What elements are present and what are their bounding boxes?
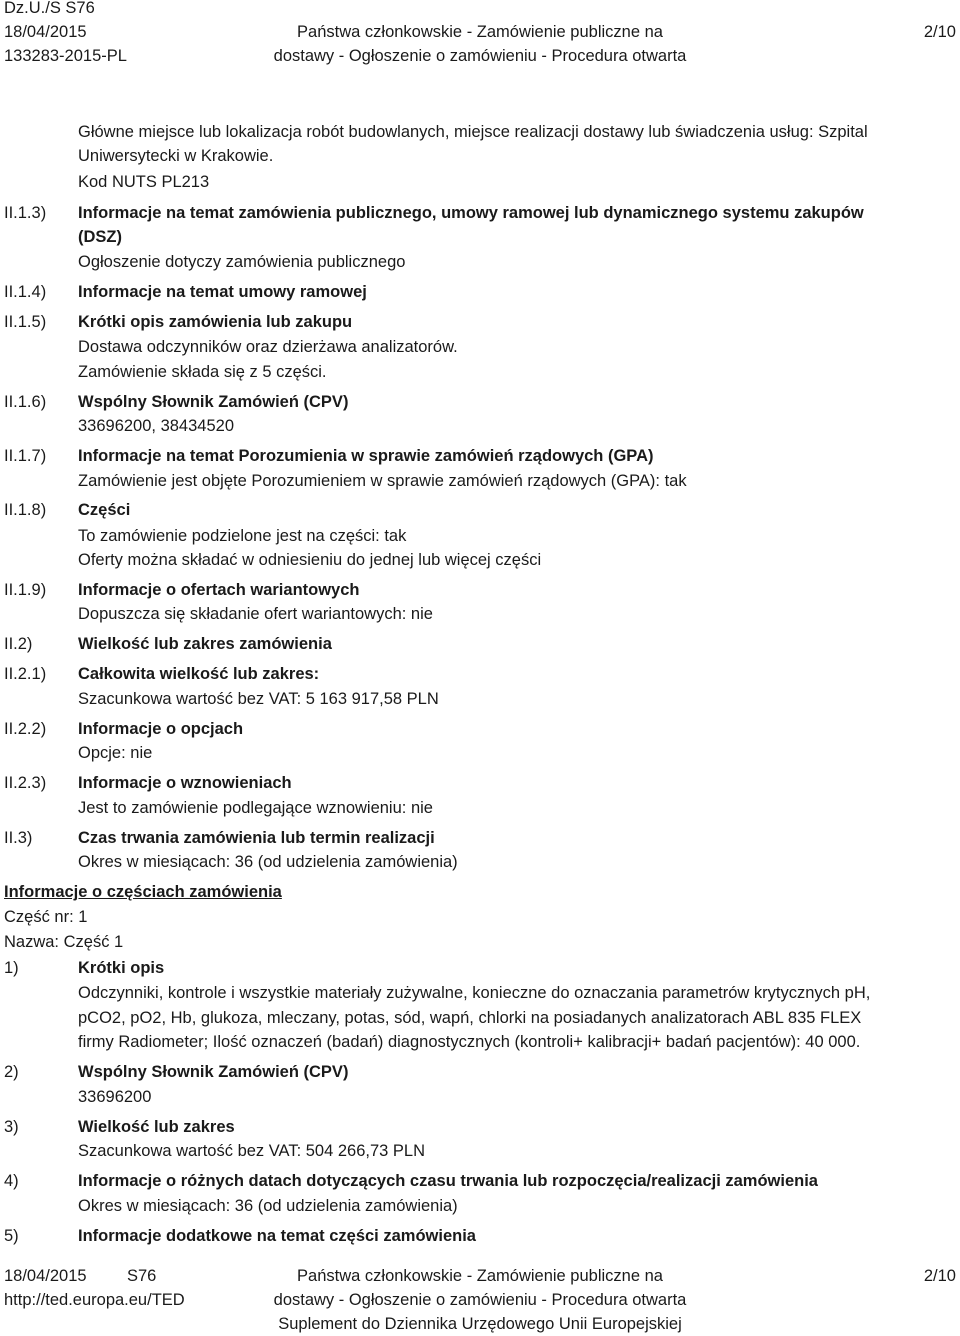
item-line: Dopuszcza się składanie ofert wariantowych: nie [78, 605, 433, 623]
header-date: 18/04/2015 [4, 23, 87, 41]
item-line: Oferty można składać w odniesieniu do jednej lub więcej części [78, 551, 542, 569]
item-number: II.1.3) [4, 204, 47, 222]
item-title: Wspólny Słownik Zamówień (CPV) [78, 393, 349, 411]
item-line: Zamówienie jest objęte Porozumieniem w sprawie zamówień rządowych (GPA): tak [78, 472, 687, 490]
nuts-code: Kod NUTS PL213 [78, 173, 210, 191]
notice-id: 133283-2015-PL [4, 47, 127, 65]
part-name: Nazwa: Część 1 [4, 933, 124, 951]
part-item-line: Odczynniki, kontrole i wszystkie materiały zużywalne, konieczne do oznaczania parametrów krytycznych pH, [78, 984, 871, 1002]
item-title: Informacje o wznowieniach [78, 774, 292, 792]
place-text: Główne miejsce lub lokalizacja robót budowlanych, miejsce realizacji dostawy lub świadczenia usług: Szpital [78, 123, 868, 141]
item-number: II.2) [4, 635, 33, 653]
item-number: II.2.1) [4, 665, 47, 683]
item-title: Krótki opis zamówienia lub zakupu [78, 313, 353, 331]
part-item-number: 5) [4, 1227, 19, 1245]
footer-title-line2: dostawy - Ogłoszenie o zamówieniu - Procedura otwarta [273, 1291, 687, 1309]
part-item-title: Krótki opis [78, 959, 165, 977]
header-title-line2: dostawy - Ogłoszenie o zamówieniu - Procedura otwarta [273, 47, 687, 65]
part-item-number: 2) [4, 1063, 19, 1081]
header-title-line1: Państwa członkowskie - Zamówienie publiczne na [297, 23, 663, 41]
part-item-title: Wspólny Słownik Zamówień (CPV) [78, 1063, 349, 1081]
part-item-line: 33696200 [78, 1088, 152, 1106]
item-number: II.1.9) [4, 581, 47, 599]
item-line: Zamówienie składa się z 5 części. [78, 363, 327, 381]
item-title: Części [78, 501, 131, 519]
item-title: Wielkość lub zakres zamówienia [78, 635, 332, 653]
item-line: To zamówienie podzielone jest na części: tak [78, 527, 407, 545]
item-number: II.1.8) [4, 501, 47, 519]
item-title: Informacje na temat Porozumienia w sprawie zamówień rządowych (GPA) [78, 447, 654, 465]
part-item-number: 3) [4, 1118, 19, 1136]
part-item-line: pCO2, pO2, Hb, glukoza, mleczany, potas, sód, wapń, chlorki na posiadanych analizatorach ABL 835 FLEX [78, 1009, 862, 1027]
item-number: II.3) [4, 829, 33, 847]
footer-page-number: 2/10 [923, 1267, 956, 1285]
item-title: Całkowita wielkość lub zakres: [78, 665, 320, 683]
item-title-cont: (DSZ) [78, 228, 122, 246]
part-item-line: Okres w miesiącach: 36 (od udzielenia zamówienia) [78, 1197, 458, 1215]
header-page-number: 2/10 [923, 23, 956, 41]
item-number: II.1.5) [4, 313, 47, 331]
footer-url[interactable]: http://ted.europa.eu/TED [4, 1291, 185, 1309]
item-line: Okres w miesiącach: 36 (od udzielenia zamówienia) [78, 853, 458, 871]
item-line: Opcje: nie [78, 744, 153, 762]
item-line: Jest to zamówienie podlegające wznowieniu: nie [78, 799, 433, 817]
footer-title-line1: Państwa członkowskie - Zamówienie publiczne na [297, 1267, 663, 1285]
footer-series: S76 [127, 1267, 157, 1285]
item-title: Informacje na temat umowy ramowej [78, 283, 367, 301]
footer-title-line3: Suplement do Dziennika Urzędowego Unii Europejskiej [278, 1315, 682, 1333]
item-line: Szacunkowa wartość bez VAT: 5 163 917,58 PLN [78, 690, 439, 708]
part-item-number: 4) [4, 1172, 19, 1190]
item-line: Ogłoszenie dotyczy zamówienia publicznego [78, 253, 406, 271]
item-line: Dostawa odczynników oraz dzierżawa analizatorów. [78, 338, 458, 356]
item-title: Informacje o opcjach [78, 720, 244, 738]
part-item-title: Informacje dodatkowe na temat części zamówienia [78, 1227, 476, 1245]
item-title: Informacje o ofertach wariantowych [78, 581, 360, 599]
place-text-cont: Uniwersytecki w Krakowie. [78, 147, 274, 165]
item-title: Informacje na temat zamówienia publicznego, umowy ramowej lub dynamicznego systemu zakupów [78, 204, 864, 222]
item-number: II.1.7) [4, 447, 47, 465]
item-number: II.2.3) [4, 774, 47, 792]
doc-ref: Dz.U./S S76 [4, 0, 95, 17]
item-number: II.1.4) [4, 283, 47, 301]
item-number: II.1.6) [4, 393, 47, 411]
footer-date: 18/04/2015 [4, 1267, 87, 1285]
part-item-line: Szacunkowa wartość bez VAT: 504 266,73 PLN [78, 1142, 425, 1160]
item-number: II.2.2) [4, 720, 47, 738]
parts-heading: Informacje o częściach zamówienia [4, 883, 282, 901]
part-item-title: Informacje o różnych datach dotyczących czasu trwania lub rozpoczęcia/realizacji zamówienia [78, 1172, 818, 1190]
item-title: Czas trwania zamówienia lub termin realizacji [78, 829, 435, 847]
part-number: Część nr: 1 [4, 908, 88, 926]
part-item-line: firmy Radiometer; Ilość oznaczeń (badań) diagnostycznych (kontroli+ kalibracji+ badań pacjentów): 40 000. [78, 1033, 861, 1051]
part-item-title: Wielkość lub zakres [78, 1118, 235, 1136]
item-line: 33696200, 38434520 [78, 417, 234, 435]
part-item-number: 1) [4, 959, 19, 977]
